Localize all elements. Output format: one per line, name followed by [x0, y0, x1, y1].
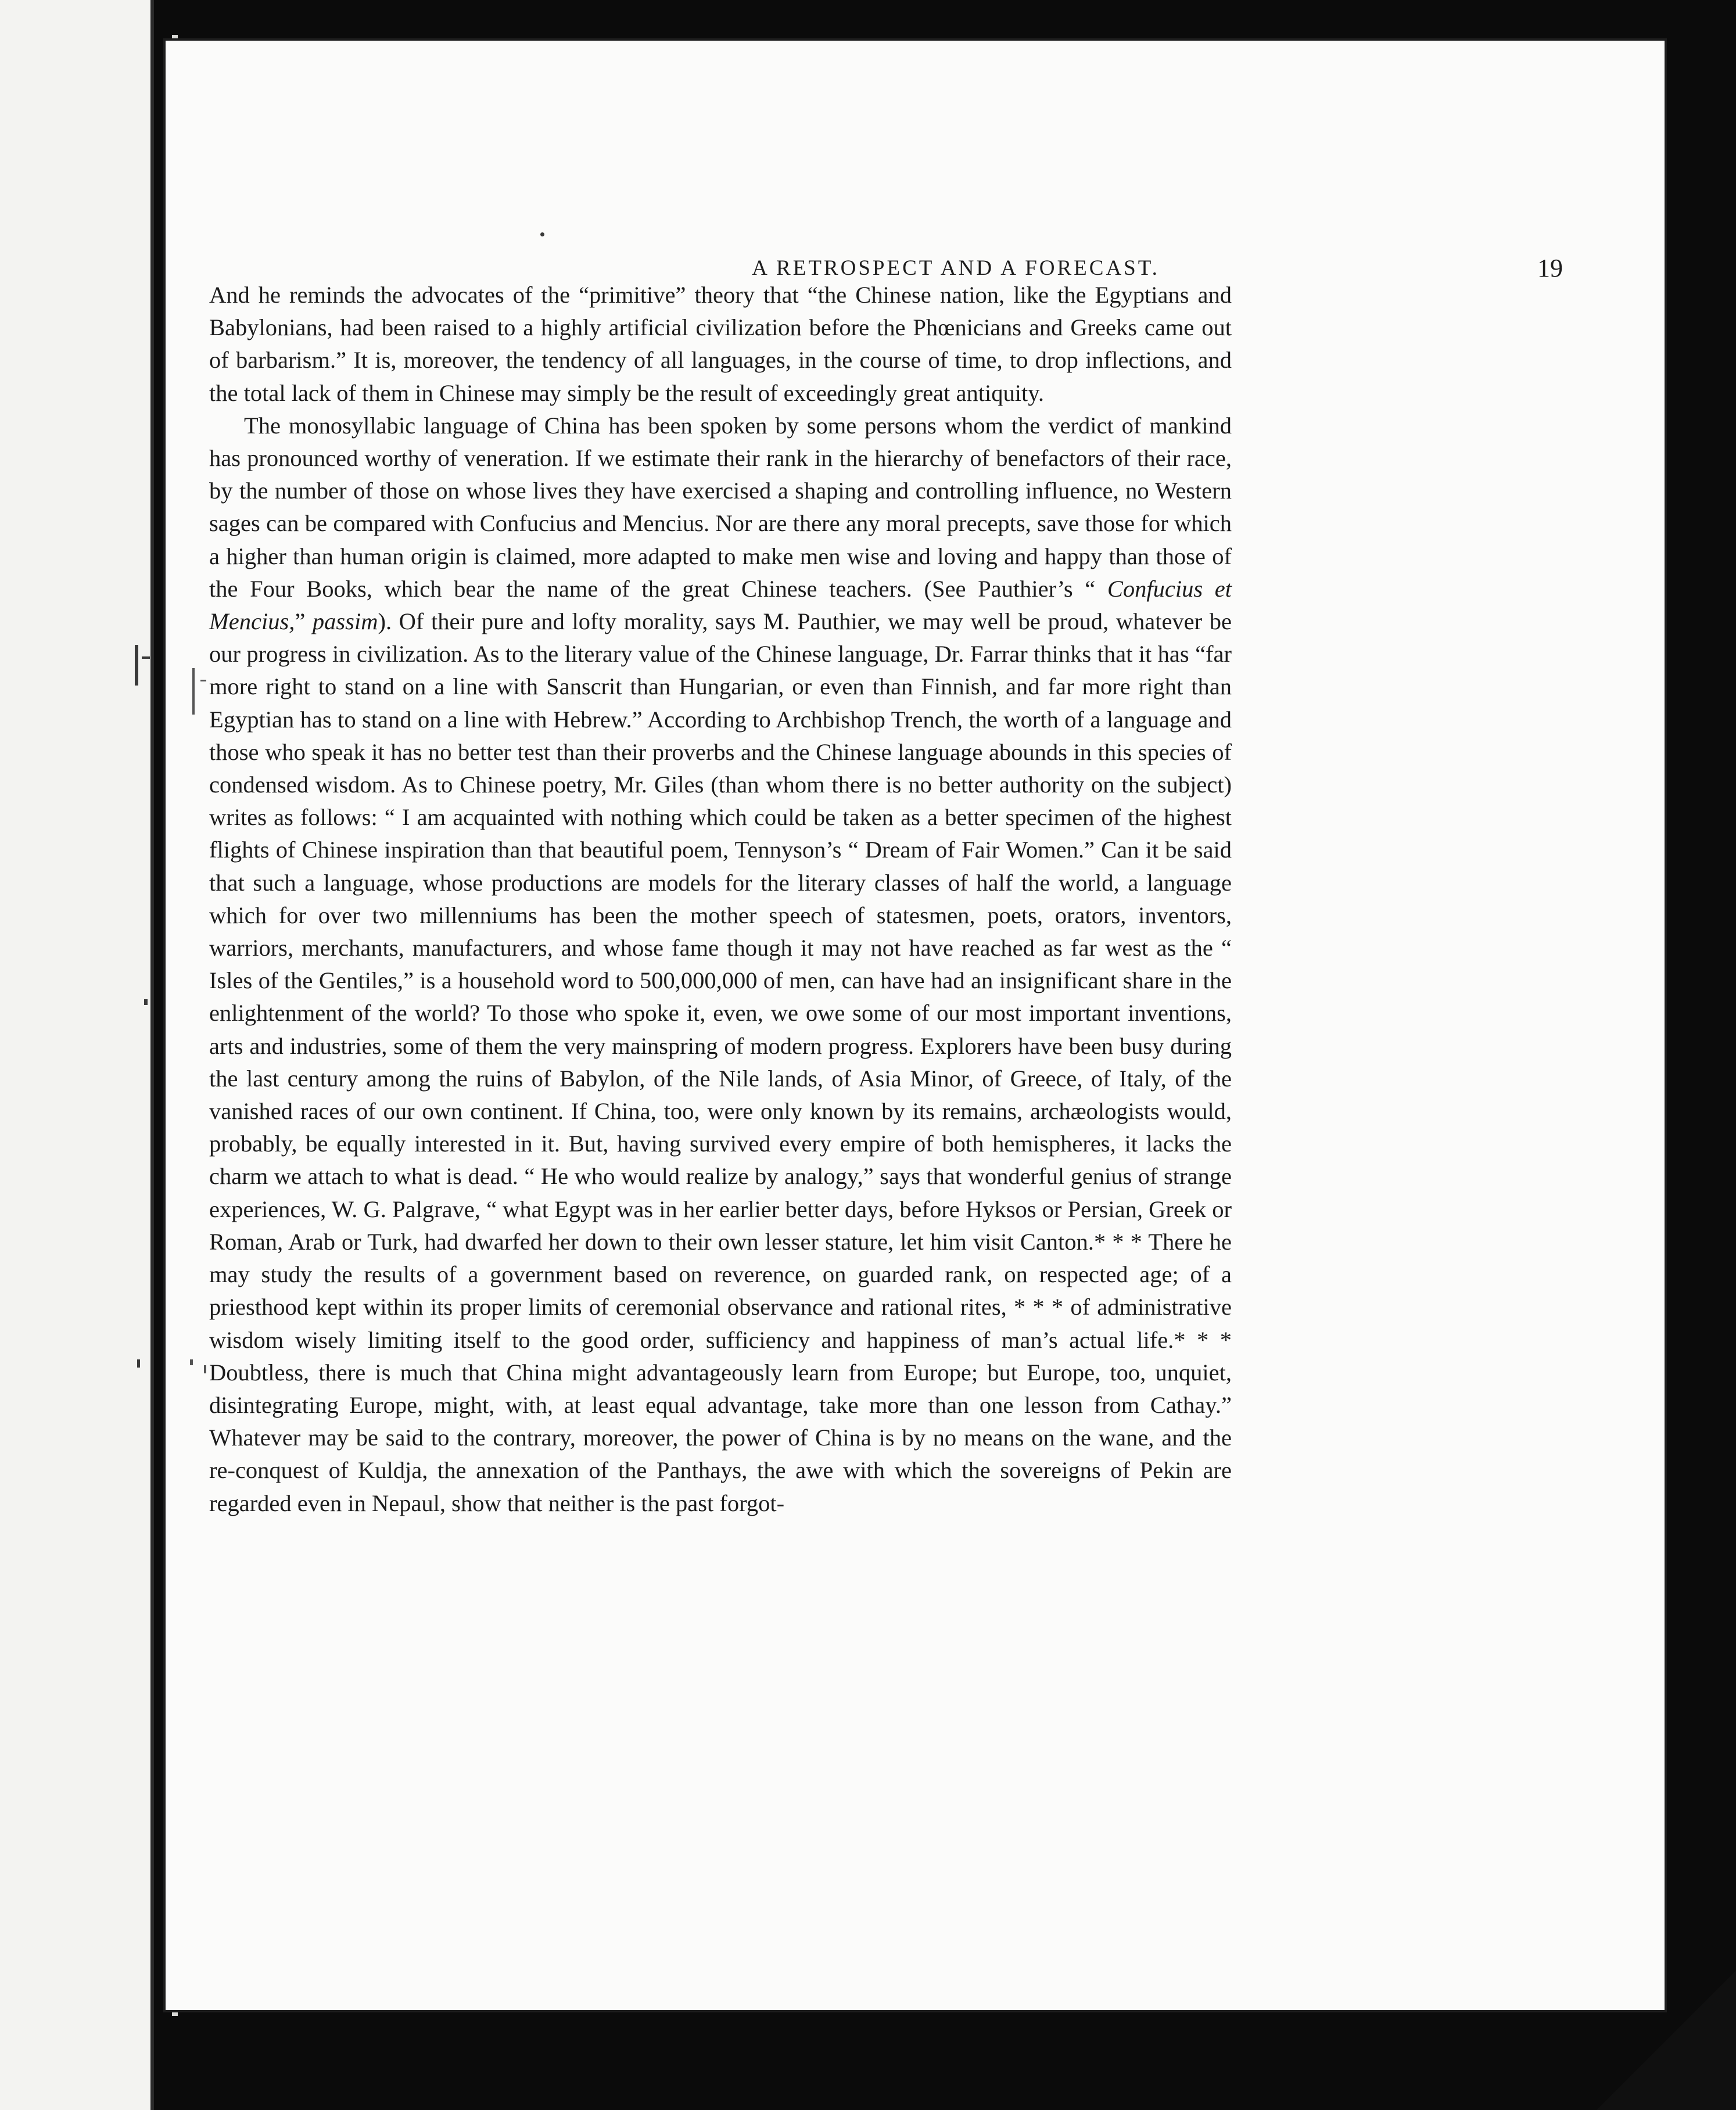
italic-text: passim [312, 608, 378, 635]
running-head: A RETROSPECT AND A FORECAST. [752, 256, 1160, 280]
ink-mark [135, 645, 138, 686]
ink-mark [192, 668, 195, 715]
paragraph [209, 410, 1232, 1520]
torn-corner [1597, 1971, 1736, 2110]
ink-mark [137, 1359, 140, 1368]
text-run: ). Of their pure and lofty morality, says M. Pauthier, we may well be proud, whatever be our progress in civilization. As to the literary value of the Chinese language, Dr. Farrar thinks that it has “far more right to stand on a line with Sanscrit than Hungarian, or even than Finnish, and far more right than Egyptian has to stand on a line with Hebrew.” According to Archbishop Trench, the worth of a language and those who speak it has no better test than their proverbs and the Chinese language abounds in this species of condensed wisdom. As to Chinese poetry, Mr. Giles (than whom there is no better authority on the subject) writes as follows: “ I am acquainted with nothing which could be taken as a better specimen of the highest flights of Chinese inspiration than that beautiful poem, Tennyson’s “ Dream of Fair Women.” Can it be said that such a language, whose productions are models for the literary classes of half the world, a language which for over two millenniums has been the mother speech of statesmen, poets, orators, inventors, warriors, merchants, manufacturers, and whose fame though it may not have reached as far west as the “ Isles of the Gentiles,” is a household word to 500,000,000 of men, can have had an insignificant share in the enlightenment of the world? To those who spoke it, even, we owe some of our most important inventions, arts and industries, some of them the very mainspring of modern progress. Explorers have been busy during the last century among the ruins of Babylon, of the Nile lands, of Asia Minor, of Greece, of Italy, of the vanished races of our own continent. If China, too, were only known by its remains, archæologists would, probably, be equally interested in it. But, having survived every empire of both hemispheres, it lacks the charm we attach to what is dead. “ He who would realize by analogy,” says that wonderful genius of strange experiences, W. G. Palgrave, “ what Egypt was in her earlier better days, before Hyksos or Persian, Greek or Roman, Arab or Turk, had dwarfed her down to their own lesser stature, let him visit Canton.* * * There he may study the results of a government based on reverence, on guarded rank, on respected age; of a priesthood kept within its proper limits of ceremonial observance and rational rites, * * * of administrative wisdom wisely limiting itself to the good order, sufficiency and happiness of man’s actual life.* * * Doubtless, there is much that China might advantageously learn from Europe; but Europe, too, unquiet, disintegrating Europe, might, with, at least equal advantage, take more than one lesson from Cathay.” Whatever may be said to the contrary, moreover, the power of China is by no means on the wane, and the re-conquest of Kuldja, the annexation of the Panthays, the awe with which the sovereigns of Pekin are regarded even in Nepaul, show that neither is the past forgot- [209, 608, 1232, 1516]
text-run: And he reminds the advocates of the “primitive” theory that “the Chinese nation, like the Egyptians and Babylonians, had been raised to a highly artificial civilization before the Phœnicians and Greeks came out of barbarism.” It is, moreover, the tendency of all languages, in the course of time, to drop inflections, and the total lack of them in Chinese may simply be the result of exceedingly great antiquity. [209, 282, 1232, 406]
italic-text: Confucius et Mencius, [209, 575, 1232, 635]
ink-mark [190, 1359, 193, 1365]
body-text [209, 279, 1232, 1520]
ink-mark [142, 656, 150, 659]
facing-page-edge [0, 0, 154, 2110]
ink-mark [144, 999, 148, 1005]
page-number: 19 [1537, 254, 1563, 282]
paragraph [209, 279, 1232, 410]
ink-mark [204, 1365, 206, 1373]
text-run: ” [295, 608, 313, 635]
ink-mark [200, 680, 206, 681]
stray-dot [540, 232, 544, 236]
text-run: The monosyllabic language of China has been spoken by some persons whom the verdict of mankind has pronounced worthy of veneration. If we estimate their rank in the hierarchy of benefactors of their race, by the number of those on whose lives they have exercised a shaping and controlling influence, no Western sages can be compared with Confucius and Mencius. Nor are there any moral precepts, save those for which a higher than human origin is claimed, more adapted to make men wise and loving and happy than those of the Four Books, which bear the name of the great Chinese teachers. (See Pauthier’s “ [209, 412, 1232, 602]
